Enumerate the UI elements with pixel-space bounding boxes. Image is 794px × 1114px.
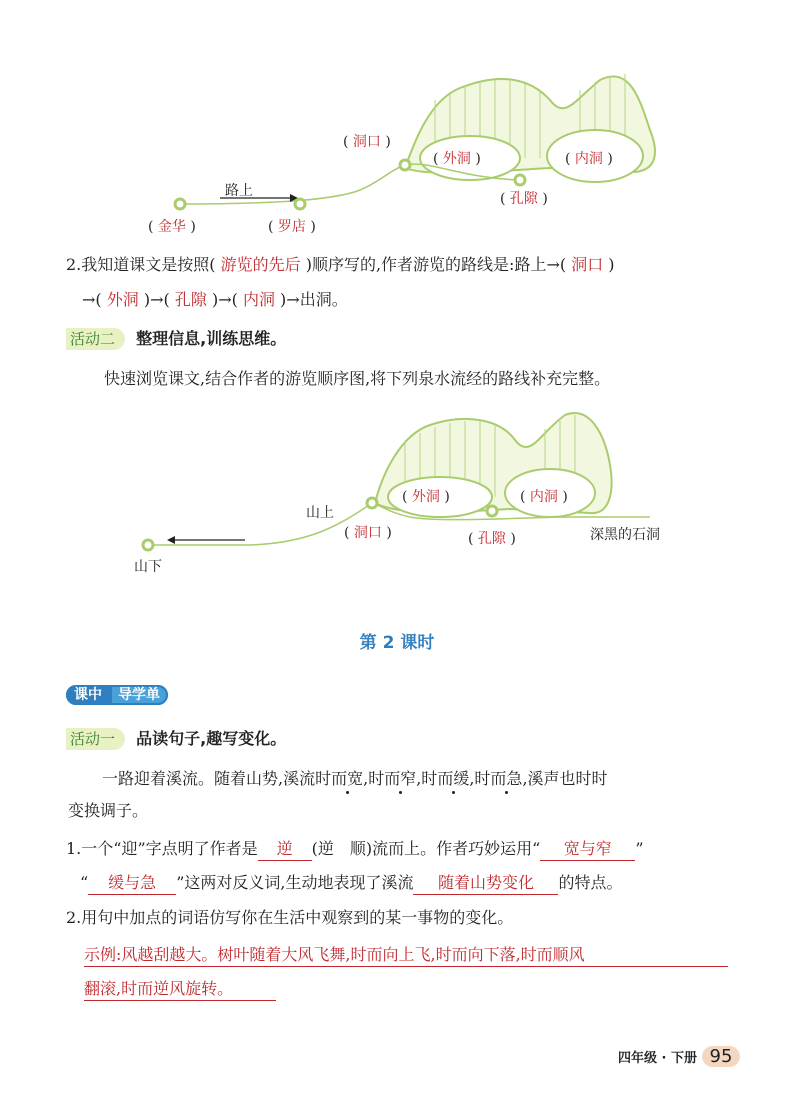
node-dongkou — [400, 160, 410, 170]
route-diagram-2 — [110, 405, 670, 570]
answer-kuan-zhai: 宽与窄 — [540, 838, 635, 861]
stop2-kongxi: ( 孔隙 ) — [468, 531, 516, 547]
node-kongxi-2 — [487, 506, 497, 516]
route-question: 2.我知道课文是按照( 游览的先后 )顺序写的,作者游览的路线是:路上→( 洞口 ) — [66, 255, 615, 274]
activity2-instruction: 快速浏览课文,结合作者的游览顺序图,将下列泉水流经的路线补充完整。 — [104, 369, 611, 388]
q3-answer-line2: 翻滚,时而逆风旋转。 — [84, 978, 276, 1001]
stop-luodian: ( 罗店 ) — [268, 219, 316, 235]
grade-label: 四年级 · 下册 — [618, 1051, 697, 1066]
stop2-dongkou: ( 洞口 ) — [344, 525, 392, 541]
node-shanxia — [143, 540, 153, 550]
activity2-badge: 活动二 — [66, 328, 125, 350]
stop-neidong: ( 内洞 ) — [565, 151, 613, 167]
answer-ni: 逆 — [258, 838, 312, 861]
page-footer — [618, 1046, 740, 1067]
lesson-title: 第 2 课时 — [359, 633, 435, 653]
start-label: 深黑的石洞 — [590, 527, 660, 543]
q1-line1: 1.一个“迎”字点明了作者是 逆 (逆 顺)流而上。作者巧妙运用“ 宽与窄 ” — [66, 838, 644, 861]
page-number: 95 — [702, 1046, 741, 1067]
route-question-line2: →( 外洞 )→( 孔隙 )→( 内洞 )→出洞。 — [82, 290, 348, 309]
pill-left: 课中 — [66, 685, 110, 705]
node-shanshang — [367, 498, 377, 508]
section-pill — [66, 684, 168, 706]
stop-jinhua: ( 金华 ) — [148, 219, 196, 235]
node-luodian — [295, 199, 305, 209]
q3-prompt: 2.用句中加点的词语仿写你在生活中观察到的某一事物的变化。 — [66, 908, 514, 927]
node-kongxi — [515, 175, 525, 185]
end-label: 山下 — [134, 559, 162, 575]
road-label: 路上 — [225, 183, 253, 199]
activity1-badge: 活动一 — [66, 728, 125, 750]
stop2-neidong: ( 内洞 ) — [520, 489, 568, 505]
stop-dongkou: ( 洞口 ) — [343, 134, 391, 150]
mountain-label: 山上 — [306, 505, 334, 521]
stop-kongxi: ( 孔隙 ) — [500, 191, 548, 207]
answer-feature: 随着山势变化 — [413, 872, 558, 895]
stop-waidong: ( 外洞 ) — [433, 151, 481, 167]
passage-line1: 一路迎着溪流。随着山势,溪流时而宽,时而窄,时而缓,时而急,溪声也时时 — [102, 769, 608, 788]
node-jinhua — [175, 199, 185, 209]
pill-right: 导学单 — [110, 685, 168, 705]
activity2-header — [66, 328, 286, 350]
stop2-waidong: ( 外洞 ) — [402, 489, 450, 505]
answer-huan-ji: 缓与急 — [88, 872, 176, 895]
flow-arrowhead — [167, 536, 175, 544]
q1-line2: “ 缓与急 ”这两对反义词,生动地表现了溪流 随着山势变化 的特点。 — [80, 872, 622, 895]
q3-answer-line1: 示例:风越刮越大。树叶随着大风飞舞,时而向上飞,时而向下落,时而顺风 — [84, 944, 728, 967]
activity2-heading: 整理信息,训练思维。 — [136, 329, 287, 348]
activity1-header — [66, 728, 286, 750]
activity1-heading: 品读句子,趣写变化。 — [136, 729, 287, 748]
passage-line2: 变换调子。 — [68, 801, 149, 820]
